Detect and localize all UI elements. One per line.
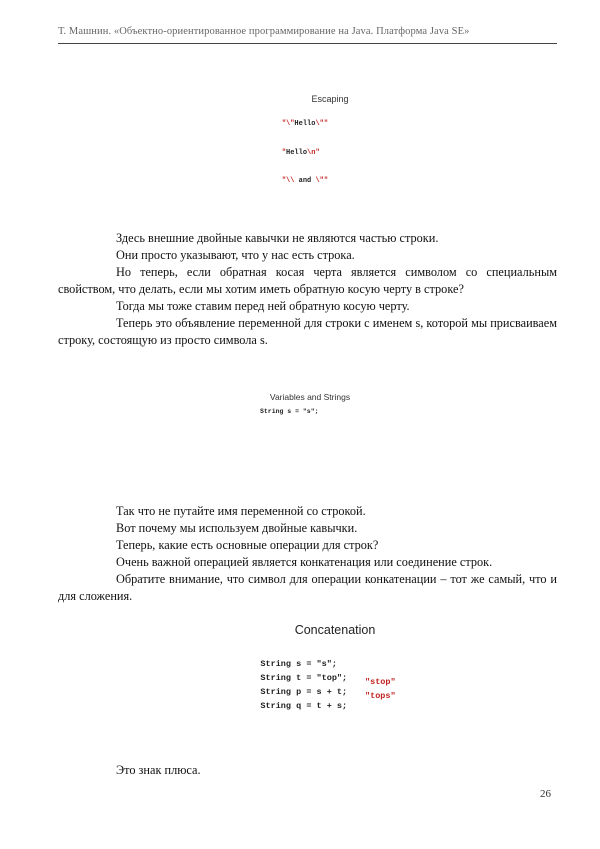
paragraph: Тогда мы тоже ставим перед ней обратную косую черту.	[116, 299, 410, 313]
text-block-2	[58, 503, 557, 605]
text-block-1	[58, 230, 557, 349]
code-line: String t = "top";	[260, 673, 348, 683]
paragraph: Теперь это объявление переменной для строки с именем s, которой мы присваиваем строку, состоящую из просто символа s.	[58, 316, 557, 347]
code-line: "Hello\n"	[281, 149, 320, 157]
page-number: 26	[540, 788, 551, 800]
slide-title: Escaping	[311, 94, 349, 104]
code-line: String s = "s";	[260, 408, 319, 415]
code-line: String p = s + t;	[260, 687, 348, 697]
code-line: "\\ and \""	[281, 177, 329, 185]
code-line: String s = "s";	[260, 659, 337, 669]
slide-concatenation	[235, 615, 435, 725]
paragraph: Очень важной операцией является конкатенация или соединение строк.	[116, 555, 493, 569]
slide-variables	[205, 380, 415, 460]
paragraph: Здесь внешние двойные кавычки не являются частью строки.	[116, 231, 439, 245]
code-line: "\"Hello\""	[281, 120, 329, 128]
paragraph: Это знак плюса.	[116, 763, 201, 777]
header-rule	[58, 43, 557, 44]
slide-escaping	[205, 82, 405, 212]
slide-title: Concatenation	[294, 623, 376, 637]
running-header: Т. Машнин. «Объектно-ориентированное программирование на Java. Платформа Java SE»	[58, 26, 470, 37]
text-block-3	[58, 762, 557, 779]
paragraph: Теперь, какие есть основные операции для строк?	[116, 538, 379, 552]
code-line: String q = t + s;	[260, 701, 348, 711]
result-value: "tops"	[365, 691, 396, 701]
paragraph: Вот почему мы используем двойные кавычки.	[116, 521, 358, 535]
paragraph: Они просто указывают, что у нас есть строка.	[116, 248, 355, 262]
paragraph: Но теперь, если обратная косая черта является символом со специальным свойством, что делать, если мы хотим иметь обратную косую черту в строке?	[58, 265, 557, 296]
paragraph: Так что не путайте имя переменной со строкой.	[116, 504, 366, 518]
result-value: "stop"	[365, 677, 396, 687]
slide-title: Variables and Strings	[269, 392, 351, 402]
paragraph: Обратите внимание, что символ для операции конкатенации – тот же самый, что и для сложения.	[58, 572, 557, 603]
